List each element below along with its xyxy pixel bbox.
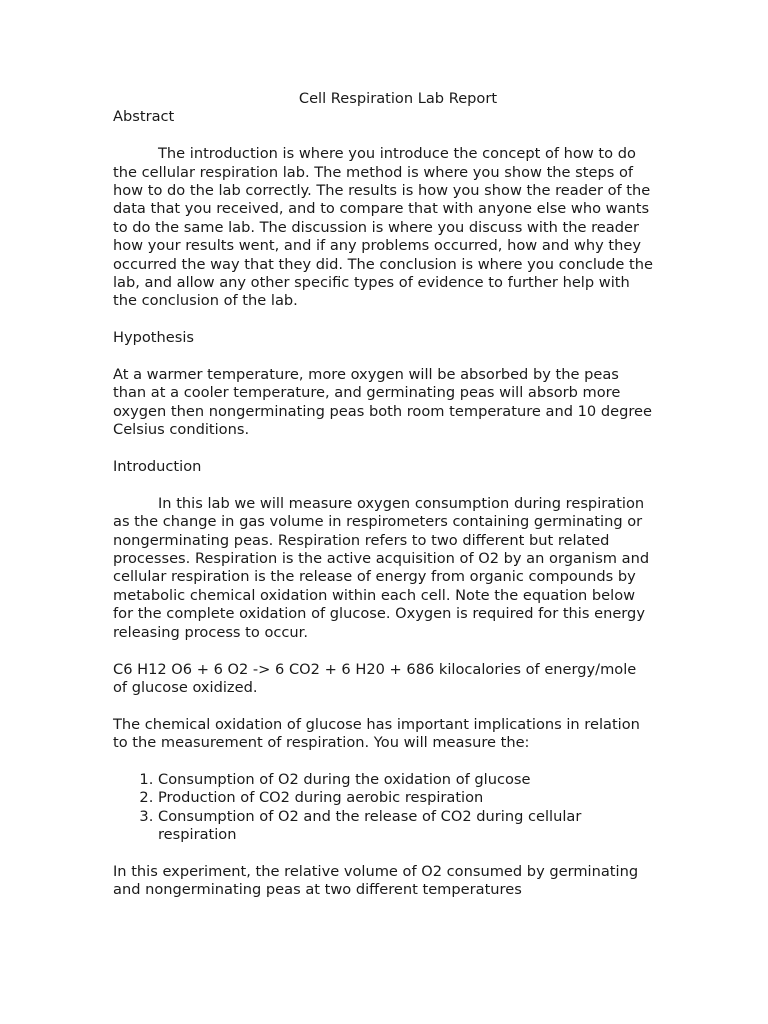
- measurement-list: [113, 771, 653, 845]
- document-title: Cell Respiration Lab Report: [298, 90, 498, 107]
- abstract-heading: Abstract: [113, 108, 175, 126]
- abstract-paragraph: The introduction is where you introduce the concept of how to do the cellular respiration lab. The method is where you show the steps of how to do the lab correctly. The results is how you show the reader of the data that you received, and to compare that with anyone else who wants to do the same lab. The discussion is where you discuss with the reader how your results went, and if any problems occurred, how and why they occurred the way that they did. The conclusion is where you conclude the lab, and allow any other specific types of evidence to further help with the conclusion of the lab.: [113, 145, 653, 310]
- hypothesis-paragraph: At a warmer temperature, more oxygen will be absorbed by the peas than at a cooler temperature, and germinating peas will absorb more oxygen then nongerminating peas both room temperature and 10 degree Celsius conditions.: [113, 366, 652, 439]
- list-item: 1. Consumption of O2 during the oxidation of glucose: [158, 771, 653, 789]
- introduction-heading: Introduction: [113, 458, 202, 476]
- glucose-equation: C6 H12 O6 + 6 O2 -> 6 CO2 + 6 H20 + 686 kilocalories of energy/mole of glucose oxidized.: [113, 660, 637, 696]
- introduction-paragraph-1: In this lab we will measure oxygen consumption during respiration as the change in gas volume in respirometers containing germinating or nongerminating peas. Respiration refers to two different but related processes. Respiration is the active acquisition of O2 by an organism and cellular respiration is the release of energy from organic compounds by metabolic chemical oxidation within each cell. Note the equation below for the complete oxidation of glucose. Oxygen is required for this energy releasing process to occur.: [113, 494, 650, 641]
- list-item: 2. Production of CO2 during aerobic respiration: [158, 789, 653, 807]
- introduction-paragraph-2: The chemical oxidation of glucose has important implications in relation to the measurement of respiration. You will measure the:: [113, 715, 640, 752]
- document-page: [113, 90, 653, 918]
- introduction-paragraph-3: In this experiment, the relative volume of O2 consumed by germinating and nongerminating peas at two different temperatures: [113, 862, 639, 899]
- list-item: 3. Consumption of O2 and the release of CO2 during cellular respiration: [158, 808, 653, 845]
- hypothesis-heading: Hypothesis: [113, 329, 195, 347]
